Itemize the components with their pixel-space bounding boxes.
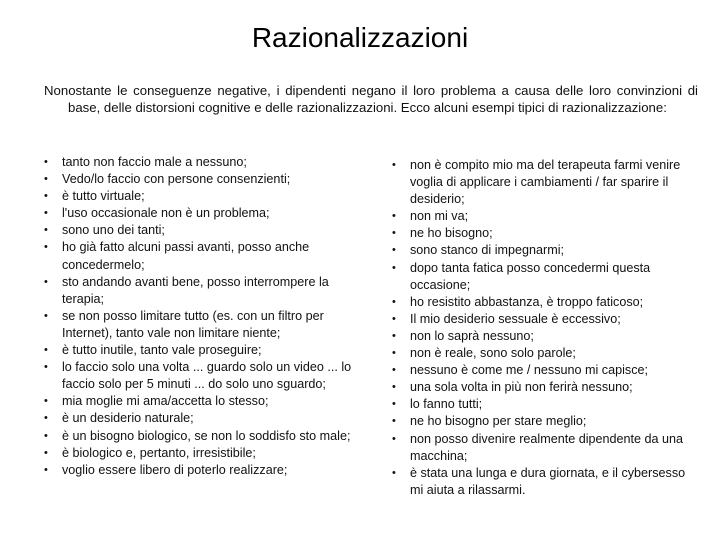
list-item: • voglio essere libero di poterlo realizzare; xyxy=(44,462,364,479)
list-item: • non posso divenire realmente dipendente da una macchina; xyxy=(392,431,692,465)
list-item: • Il mio desiderio sessuale è eccessivo; xyxy=(392,311,692,328)
slide-title: Razionalizzazioni xyxy=(251,22,469,53)
list-item: • sono uno dei tanti; xyxy=(44,222,364,239)
list-item: • ne ho bisogno; xyxy=(392,225,692,242)
list-item: • tanto non faccio male a nessuno; xyxy=(44,154,364,171)
list-item: • è biologico e, pertanto, irresistibile; xyxy=(44,445,364,462)
list-item: • lo fanno tutti; xyxy=(392,396,692,413)
list-item: • dopo tanta fatica posso concedermi questa occasione; xyxy=(392,260,692,294)
list-item: • mia moglie mi ama/accetta lo stesso; xyxy=(44,393,364,410)
list-item: • ho già fatto alcuni passi avanti, posso anche concedermelo; xyxy=(44,239,364,273)
list-item: • lo faccio solo una volta ... guardo solo un video ... lo faccio solo per 5 minuti ... do solo uno sguardo; xyxy=(44,359,364,393)
list-item: • sto andando avanti bene, posso interrompere la terapia; xyxy=(44,274,364,308)
list-item: • è tutto inutile, tanto vale proseguire; xyxy=(44,342,364,359)
list-item: • è tutto virtuale; xyxy=(44,188,364,205)
list-item: • Vedo/lo faccio con persone consenzienti; xyxy=(44,171,364,188)
list-item: • non è reale, sono solo parole; xyxy=(392,345,692,362)
list-item: • sono stanco di impegnarmi; xyxy=(392,242,692,259)
left-bullet-list xyxy=(44,154,364,479)
list-item: • ho resistito abbastanza, è troppo faticoso; xyxy=(392,294,692,311)
list-item: • non mi va; xyxy=(392,208,692,225)
list-item: • non è compito mio ma del terapeuta farmi venire voglia di applicare i cambiamenti / far sparire il desiderio; xyxy=(392,157,692,208)
list-item: • ne ho bisogno per stare meglio; xyxy=(392,413,692,430)
list-item: • è stata una lunga e dura giornata, e il cybersesso mi aiuta a rilassarmi. xyxy=(392,465,692,499)
intro-paragraph: Nonostante le conseguenze negative, i dipendenti negano il loro problema a causa delle loro convinzioni di base, delle distorsioni cognitive e delle razionalizzazioni. Ecco alcuni esempi tipici di razionalizzazione: xyxy=(44,83,698,115)
list-item: • è un desiderio naturale; xyxy=(44,410,364,427)
list-item: • se non posso limitare tutto (es. con un filtro per Internet), tanto vale non limitare niente; xyxy=(44,308,364,342)
list-item: • non lo saprà nessuno; xyxy=(392,328,692,345)
list-item: • nessuno è come me / nessuno mi capisce; xyxy=(392,362,692,379)
list-item: • una sola volta in più non ferirà nessuno; xyxy=(392,379,692,396)
right-bullet-list xyxy=(392,157,692,499)
list-item: • è un bisogno biologico, se non lo soddisfo sto male; xyxy=(44,428,364,445)
list-item: • l'uso occasionale non è un problema; xyxy=(44,205,364,222)
